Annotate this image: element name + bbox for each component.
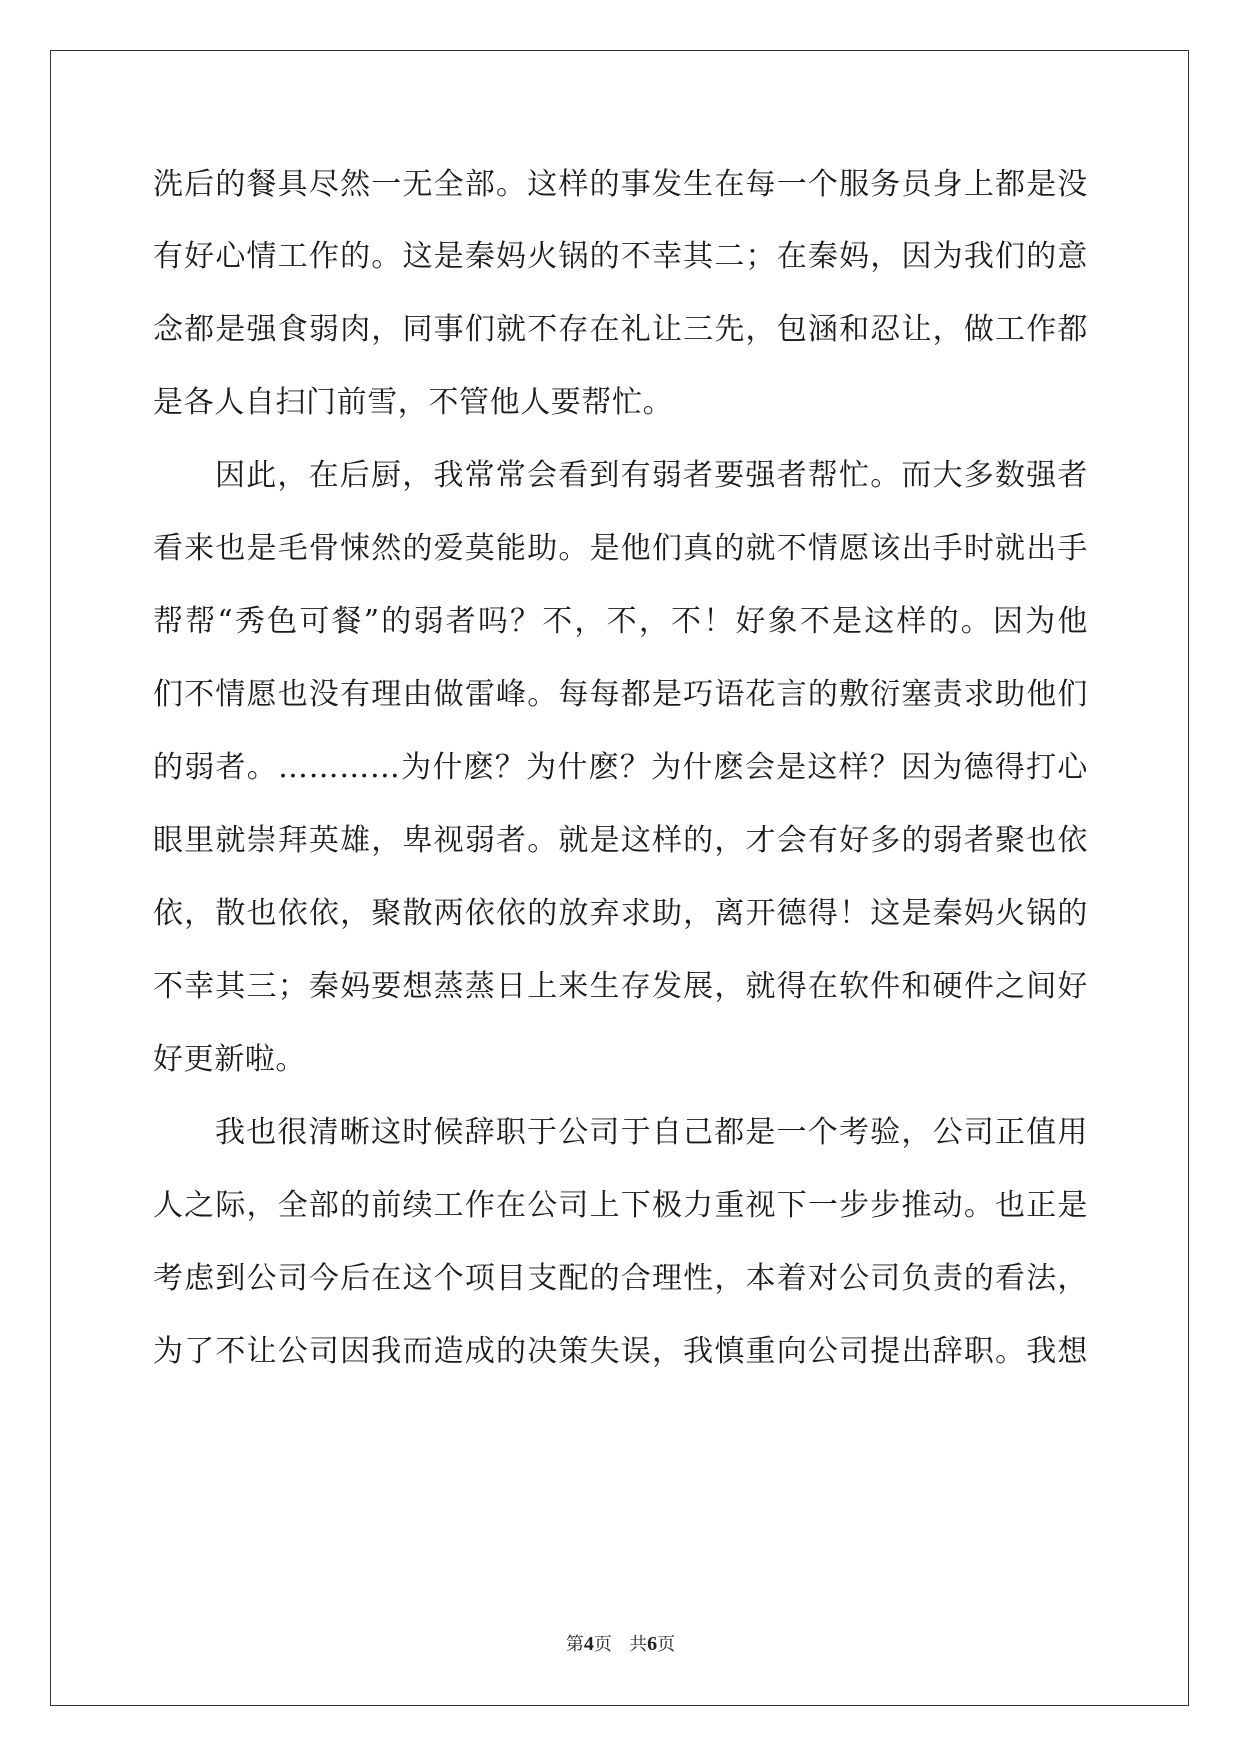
- footer-page-unit: 页: [593, 1634, 612, 1655]
- text-line: 看来也是毛骨悚然的爱莫能助。是他们真的就不情愿该出手时就出手: [153, 531, 1088, 566]
- text-line: 人之际，全部的前续工作在公司上下极力重视下一步步推动。也正是: [153, 1188, 1088, 1223]
- text-line: 不幸其三；秦妈要想蒸蒸日上来生存发展，就得在软件和硬件之间好: [153, 969, 1088, 1004]
- footer-total-prefix: 共: [629, 1634, 648, 1655]
- text-line: 有好心情工作的。这是秦妈火锅的不幸其二；在秦妈，因为我们的意: [153, 239, 1088, 274]
- text-line: 考虑到公司今后在这个项目支配的合理性，本着对公司负责的看法，: [153, 1261, 1088, 1296]
- text-line: 依，散也依依，聚散两依依的放弃求助，离开德得！这是秦妈火锅的: [153, 896, 1088, 931]
- text-line: 好更新啦。: [153, 1042, 306, 1077]
- footer-prefix: 第: [565, 1634, 584, 1655]
- page-number: 4: [583, 1633, 594, 1655]
- page-border: [50, 50, 1189, 1706]
- text-line: 为了不让公司因我而造成的决策失误，我慎重向公司提出辞职。我想: [153, 1334, 1088, 1369]
- text-line: 的弱者。…………为什麽？为什麽？为什麽会是这样？因为德得打心: [153, 750, 1088, 785]
- footer-total-unit: 页: [657, 1634, 676, 1655]
- text-line: 们不情愿也没有理由做雷峰。每每都是巧语花言的敷衍塞责求助他们: [153, 677, 1088, 712]
- text-line: 洗后的餐具尽然一无全部。这样的事发生在每一个服务员身上都是没: [153, 167, 1088, 202]
- text-line: 眼里就崇拜英雄，卑视弱者。就是这样的，才会有好多的弱者聚也依: [153, 823, 1088, 858]
- total-pages: 6: [647, 1633, 658, 1655]
- text-line: 是各人自扫门前雪，不管他人要帮忙。: [153, 385, 674, 420]
- page-footer: [0, 1632, 1241, 1657]
- text-line: 因此，在后厨，我常常会看到有弱者要强者帮忙。而大多数强者: [215, 458, 1088, 493]
- text-line: 我也很清晰这时候辞职于公司于自己都是一个考验，公司正值用: [215, 1115, 1088, 1150]
- text-line: 念都是强食弱肉，同事们就不存在礼让三先，包涵和忍让，做工作都: [153, 312, 1088, 347]
- text-line: 帮帮“秀色可餐”的弱者吗？不，不，不！好象不是这样的。因为他: [153, 604, 1088, 639]
